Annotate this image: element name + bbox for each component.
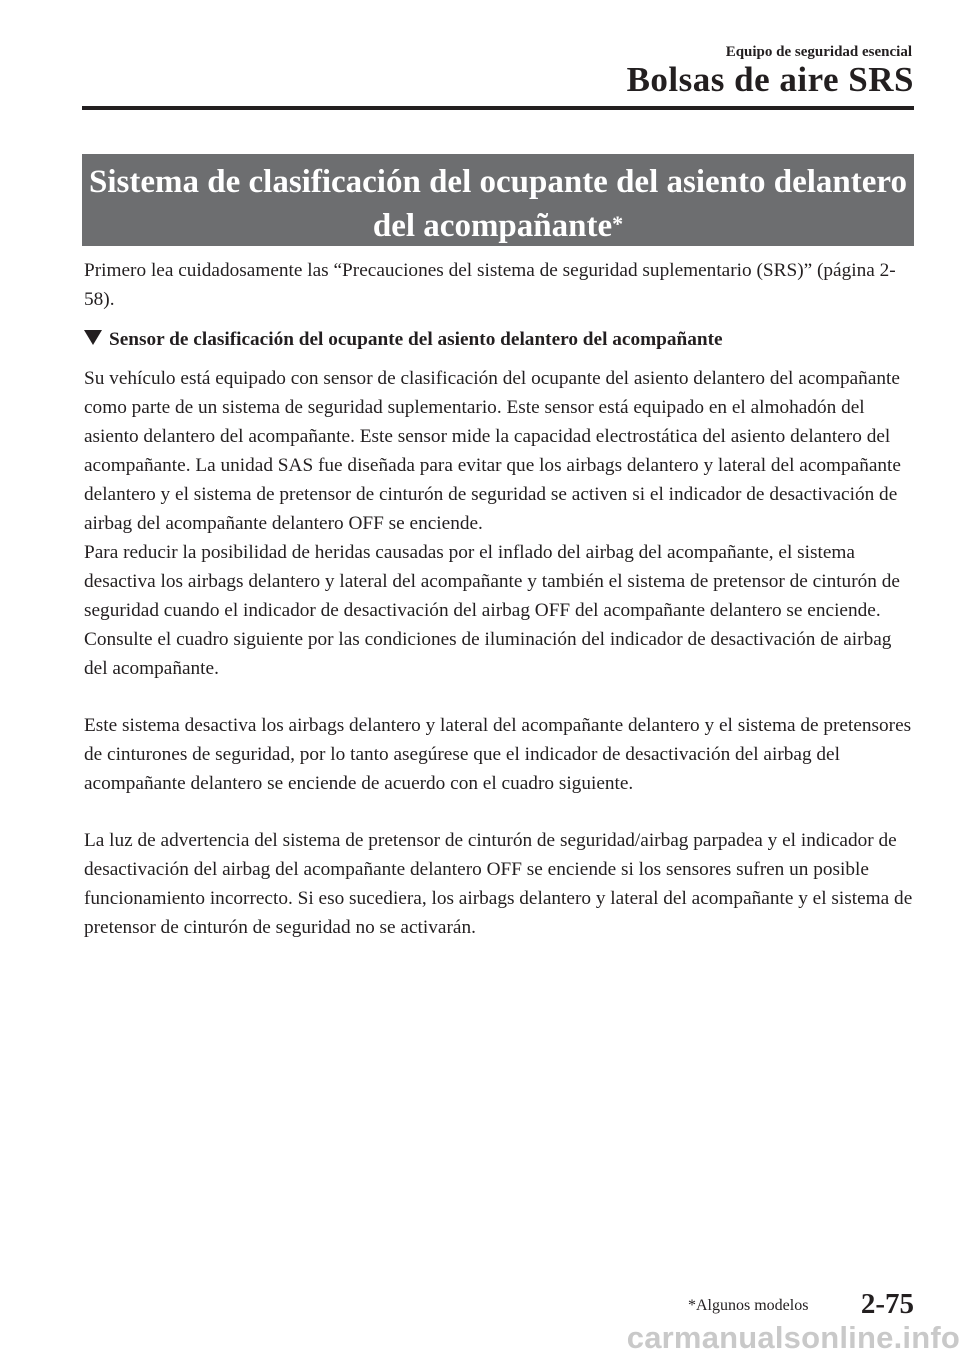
topic-banner — [82, 154, 914, 246]
chapter-title: Bolsas de aire SRS — [626, 60, 914, 99]
banner-title-text: del acompañante — [372, 208, 613, 244]
body-paragraph: Su vehículo está equipado con sensor de clasificación del ocupante del asiento delantero del acompañante como parte de un sistema de seguridad suplementario. Este sensor está equipado en el almohadón del asiento delantero del acompañante. Este sensor mide la capacidad electrostática del asiento delantero del acompañante. La unidad SAS fue diseñada para evitar que los airbags delantero y lateral del acompañante delantero y el sistema de pretensor de cinturón de seguridad se activen si el indicador de desactivación de airbag del acompañante delantero OFF se enciende. — [84, 368, 901, 534]
intro-paragraph: Primero lea cuidadosamente las “Precauciones del sistema de seguridad suplementario (SRS)” (página 2-58). — [84, 260, 896, 310]
section-heading — [84, 325, 914, 354]
banner-title-line1: Sistema de clasificación del ocupante del asiento delantero — [89, 164, 907, 200]
header-divider — [82, 106, 914, 110]
asterisk-mark: * — [612, 211, 624, 236]
banner-title-line2 — [82, 204, 914, 248]
footnote: *Algunos modelos — [688, 1297, 809, 1314]
body-paragraph: Para reducir la posibilidad de heridas causadas por el inflado del airbag del acompañante, el sistema desactiva los airbags delantero y lateral del acompañante y también el sistema de pretensor de cinturón de seguridad cuando el indicador de desactivación del airbag OFF del acompañante delantero se enciende. Consulte el cuadro siguiente por las condiciones de iluminación del indicador de desactivación de airbag del acompañante. — [84, 542, 900, 679]
page-content — [84, 256, 914, 942]
page-number: 2-75 — [860, 1288, 914, 1320]
section-title: Equipo de seguridad esencial — [725, 44, 912, 60]
body-paragraph: Este sistema desactiva los airbags delantero y lateral del acompañante delantero y el sistema de pretensores de cinturones de seguridad, por lo tanto asegúrese que el indicador de desactivación del airbag del acompañante delantero se enciende de acuerdo con el cuadro siguiente. — [84, 715, 912, 794]
watermark: carmanualsonline.info — [626, 1320, 960, 1355]
triangle-down-icon — [84, 330, 102, 345]
body-paragraph: La luz de advertencia del sistema de pretensor de cinturón de seguridad/airbag parpadea y el indicador de desactivación del airbag del acompañante delantero OFF se enciende si los sensores sufren un posible funcionamiento incorrecto. Si eso sucediera, los airbags delantero y lateral del acompañante y el sistema de pretensor de cinturón de seguridad no se activarán. — [84, 830, 913, 938]
section-heading-text: Sensor de clasificación del ocupante del asiento delantero del acompañante — [109, 329, 723, 350]
